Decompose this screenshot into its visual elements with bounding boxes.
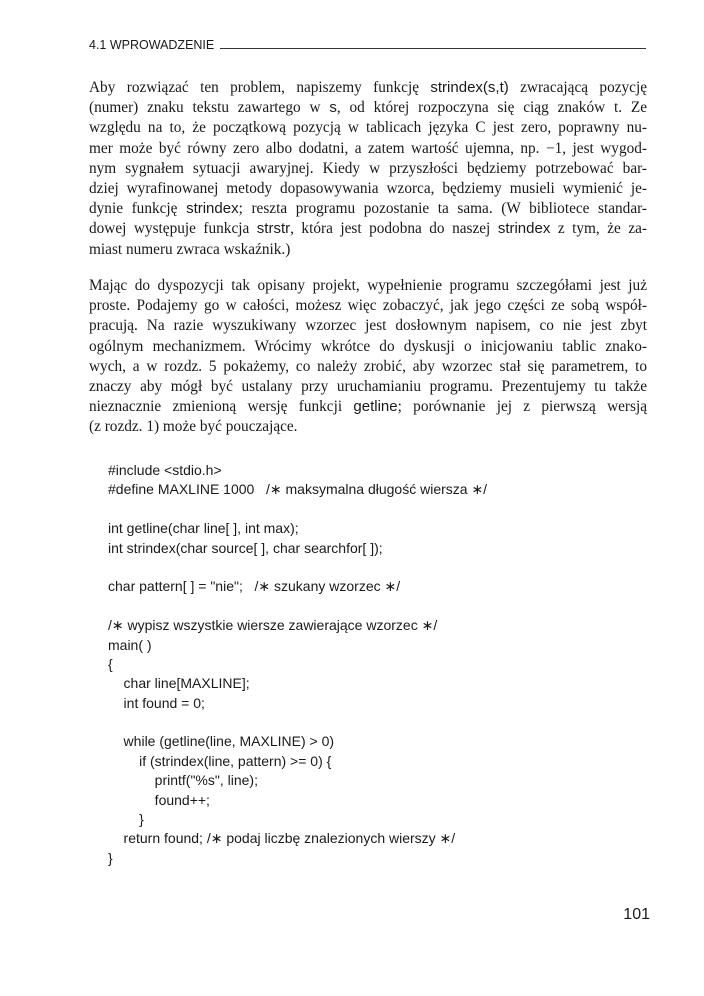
code-line: { — [108, 655, 113, 672]
code-line — [108, 500, 487, 519]
text-run: nieznacznie zmienioną wersję funkcji — [89, 398, 354, 416]
text-run: Aby rozwiązać ten problem, napiszemy funkcję — [89, 79, 431, 96]
inline-code: strindex — [186, 200, 239, 218]
text-run: ; reszta programu pozostanie ta sama. (W bibliotece standar- — [238, 200, 647, 218]
text-line — [89, 337, 647, 357]
code-line: #include <stdio.h> — [108, 462, 222, 478]
code-line — [108, 713, 487, 732]
code-line: return found; /∗ podaj liczbę znalezionych wierszy ∗/ — [108, 830, 456, 847]
code-line: if (strindex(line, pattern) >= 0) { — [108, 752, 332, 769]
text-run: ; porównanie jej z pierwszą wersją — [397, 398, 647, 416]
page-number: 101 — [623, 906, 650, 923]
code-line: while (getline(line, MAXLINE) > 0) — [108, 733, 335, 750]
section-title: 4.1 WPROWADZENIE — [89, 38, 215, 52]
text-run: nym sygnałem sytuacji awaryjnej. Kiedy w przyszłości będziemy potrzebować bar- — [89, 159, 647, 177]
text-run: Mając do dyspozycji tak opisany projekt, wypełnienie programu szczegółami jest już — [89, 277, 647, 294]
inline-code: strstr — [256, 220, 291, 238]
code-line: char line[MAXLINE]; — [108, 675, 250, 692]
text-run: mer może być równy zero albo dodatni, a zatem wartość ujemna, np. −1, jest wygod- — [89, 139, 647, 157]
text-line — [89, 199, 647, 219]
code-line: int found = 0; — [108, 694, 205, 711]
code-line: char pattern[ ] = "nie"; /∗ szukany wzorzec ∗/ — [108, 578, 401, 595]
text-line — [89, 159, 647, 179]
text-run: pracują. Na razie wyszukiwany wzorzec jest dosłownym napisem, co nie jest zbyt — [89, 317, 647, 335]
text-line — [89, 357, 647, 377]
paragraph-2 — [89, 276, 647, 438]
inline-code: s — [329, 99, 337, 117]
text-run: , która jest podobna do naszej — [290, 220, 498, 238]
text-line — [89, 139, 647, 159]
text-line — [89, 397, 647, 417]
text-line — [89, 276, 647, 296]
code-line: printf("%s", line); — [108, 772, 258, 789]
text-line — [89, 296, 647, 316]
text-run: wych, a w rozdz. 5 pokażemy, co należy zrobić, aby wzorzec stał się parametrem, to — [89, 357, 647, 375]
text-run: ogólnym mechanizmem. Wrócimy wkrótce do dyskusji o inicjowaniu tablic znako- — [89, 337, 647, 355]
inline-code: getline — [353, 398, 398, 416]
code-line — [108, 558, 487, 577]
code-line: } — [108, 811, 144, 828]
running-header — [89, 36, 646, 52]
text-run: znaczy aby mógł być ustalany przy uruchamianiu programu. Prezentujemy tu także — [89, 377, 647, 395]
inline-code: strindex(s,t) — [430, 79, 509, 96]
text-line — [89, 417, 647, 437]
code-line: #define MAXLINE 1000 /∗ maksymalna długość wiersza ∗/ — [108, 481, 488, 498]
text-line — [89, 118, 647, 138]
text-run: dynie funkcję — [89, 200, 187, 218]
text-line — [89, 98, 647, 118]
text-run: dziej wyrafinowanej metody dopasowywania wzorca, będziemy musieli wymienić je- — [89, 179, 647, 197]
code-listing — [108, 461, 487, 868]
header-rule — [220, 48, 646, 49]
text-line — [89, 219, 647, 239]
text-run: względu na to, że początkową pozycją w tablicach języka C jest zero, poprawny nu- — [89, 119, 647, 137]
code-line: found++; — [108, 791, 210, 808]
text-run: (numer) znaku tekstu zawartego w — [89, 99, 330, 117]
text-run: dowej występuje funkcja — [89, 220, 257, 238]
text-run: proste. Podajemy go w całości, możesz więc zobaczyć, jak jego części ze sobą współ- — [89, 297, 647, 315]
inline-code: strindex — [497, 220, 551, 238]
text-line — [89, 179, 647, 199]
code-line: int getline(char line[ ], int max); — [108, 520, 299, 537]
code-line: } — [108, 849, 113, 866]
text-line — [89, 316, 647, 336]
text-line — [89, 377, 647, 397]
paragraph-1 — [89, 78, 647, 260]
code-line — [108, 597, 487, 616]
code-line: /∗ wypisz wszystkie wiersze zawierające wzorzec ∗/ — [108, 617, 438, 634]
code-line: int strindex(char source[ ], char searchfor[ ]); — [108, 539, 383, 556]
text-run: (z rozdz. 1) może być pouczające. — [89, 418, 298, 436]
text-line — [89, 240, 647, 260]
text-line — [89, 78, 647, 98]
text-run: , od której rozpoczyna się ciąg znaków t. Ze — [336, 99, 647, 117]
text-run: zwracającą pozycję — [508, 79, 647, 96]
text-run: miast numeru zwraca wskaźnik.) — [89, 240, 291, 258]
text-run: z tym, że za- — [550, 220, 648, 238]
code-line: main( ) — [108, 636, 152, 653]
